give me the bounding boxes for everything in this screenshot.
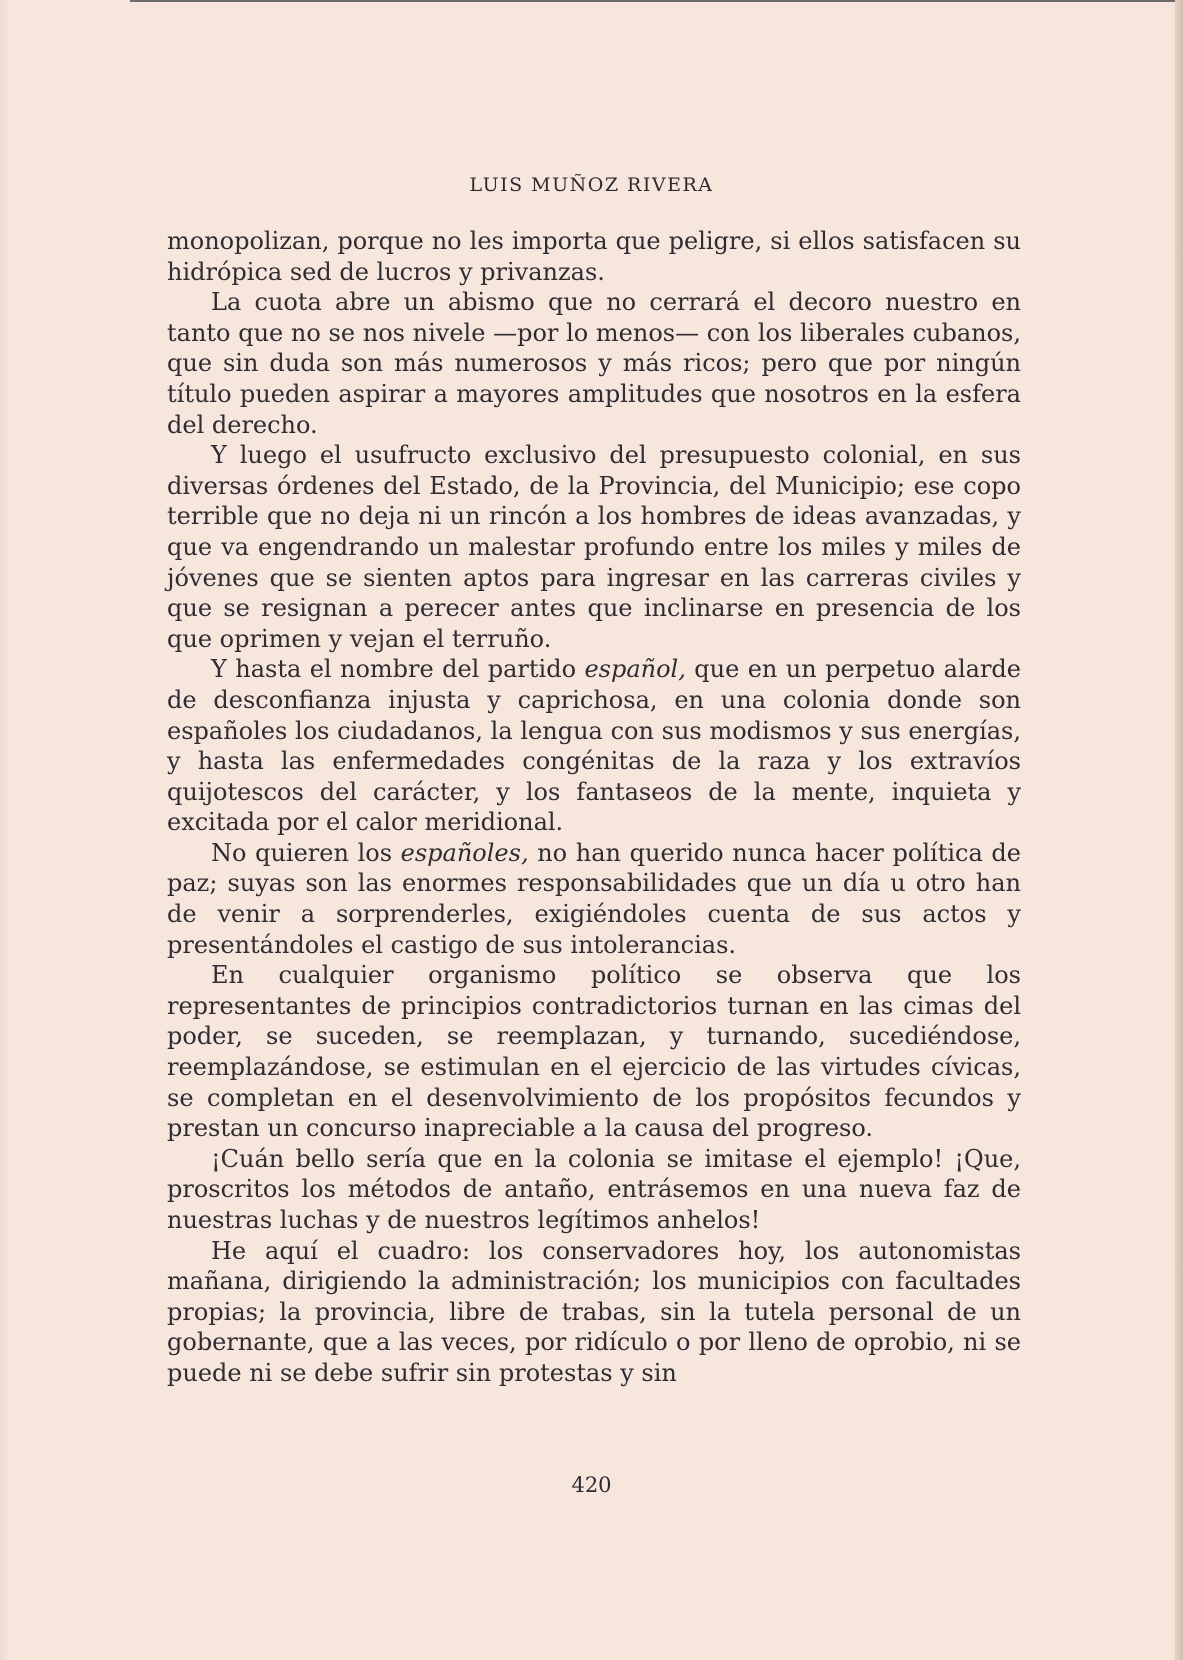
top-edge-rule xyxy=(130,0,1183,2)
italic-text: españoles, xyxy=(400,838,529,867)
paragraph-text: Y luego el usufructo exclusivo del presupuesto colonial, en sus diversas órdenes del Estado, de la Provincia, del Municipio; ese copo terrible que no deja ni un rincón a los hombres de ideas avanzadas, y que va engendrando un malestar profundo entre los miles y miles de jóvenes que se sienten aptos para ingresar en las carreras civiles y que se resignan a perecer antes que inclinarse en presencia de los que oprimen y vejan el terruño. xyxy=(167,441,1021,653)
paragraph xyxy=(167,654,1021,838)
paragraph xyxy=(167,1144,1021,1236)
page-number: 420 xyxy=(571,1473,612,1497)
page-right-edge xyxy=(1175,0,1183,1660)
paragraph xyxy=(167,440,1021,654)
paragraph-text: ¡Cuán bello sería que en la colonia se imitase el ejemplo! ¡Que, proscritos los métodos de antaño, entrásemos en una nueva faz de nuestras luchas y de nuestros legítimos anhelos! xyxy=(167,1144,1021,1234)
paragraph-text: monopolizan, porque no les importa que peligre, si ellos satisfacen su hidrópica sed de lucros y privanzas. xyxy=(167,227,1021,286)
paragraph-text: Y hasta el nombre del partido xyxy=(211,655,585,684)
paragraph-text: He aquí el cuadro: los conservadores hoy, los autonomistas mañana, dirigiendo la administración; los municipios con facultades propias; la provincia, libre de trabas, sin la tutela personal de un gobernante, que a las veces, por ridículo o por lleno de oprobio, ni se puede ni se debe sufrir sin protestas y sin xyxy=(167,1236,1021,1387)
paragraph xyxy=(167,960,1021,1144)
paragraph xyxy=(167,287,1021,440)
body-text xyxy=(167,226,1021,1389)
paragraph xyxy=(167,838,1021,960)
paragraph-text: En cualquier organismo político se observa que los representantes de principios contradictorios turnan en las cimas del poder, se suceden, se reemplazan, y turnando, sucediéndose, reemplazándose, se estimulan en el ejercicio de las virtudes cívicas, se completan en el desenvolvimiento de los propósitos fecundos y prestan un concurso inapreciable a la causa del progreso. xyxy=(167,961,1021,1143)
italic-text: español, xyxy=(584,655,686,684)
paragraph xyxy=(167,1236,1021,1389)
paragraph-text: No quieren los xyxy=(211,838,401,867)
paragraph xyxy=(167,226,1021,287)
running-head: LUIS MUÑOZ RIVERA xyxy=(469,174,714,196)
paragraph-text: que en un perpetuo alarde de desconfianza injusta y caprichosa, en una colonia donde son españoles los ciudadanos, la lengua con sus modismos y sus energías, y hasta las enfermedades congénitas de la raza y los extravíos quijotescos del carácter, y los fantaseos de la mente, inquieta y excitada por el calor meridional. xyxy=(167,655,1021,837)
paragraph-text: La cuota abre un abismo que no cerrará el decoro nuestro en tanto que no se nos nivele —por lo menos— con los liberales cubanos, que sin duda son más numerosos y más ricos; pero que por ningún título pueden aspirar a mayores amplitudes que nosotros en la esfera del derecho. xyxy=(167,288,1021,439)
paragraph-text: no han querido nunca hacer política de paz; suyas son las enormes responsabilidades que un día u otro han de venir a sorprenderles, exigiéndoles cuenta de sus actos y presentándoles el castigo de sus intolerancias. xyxy=(167,838,1021,959)
